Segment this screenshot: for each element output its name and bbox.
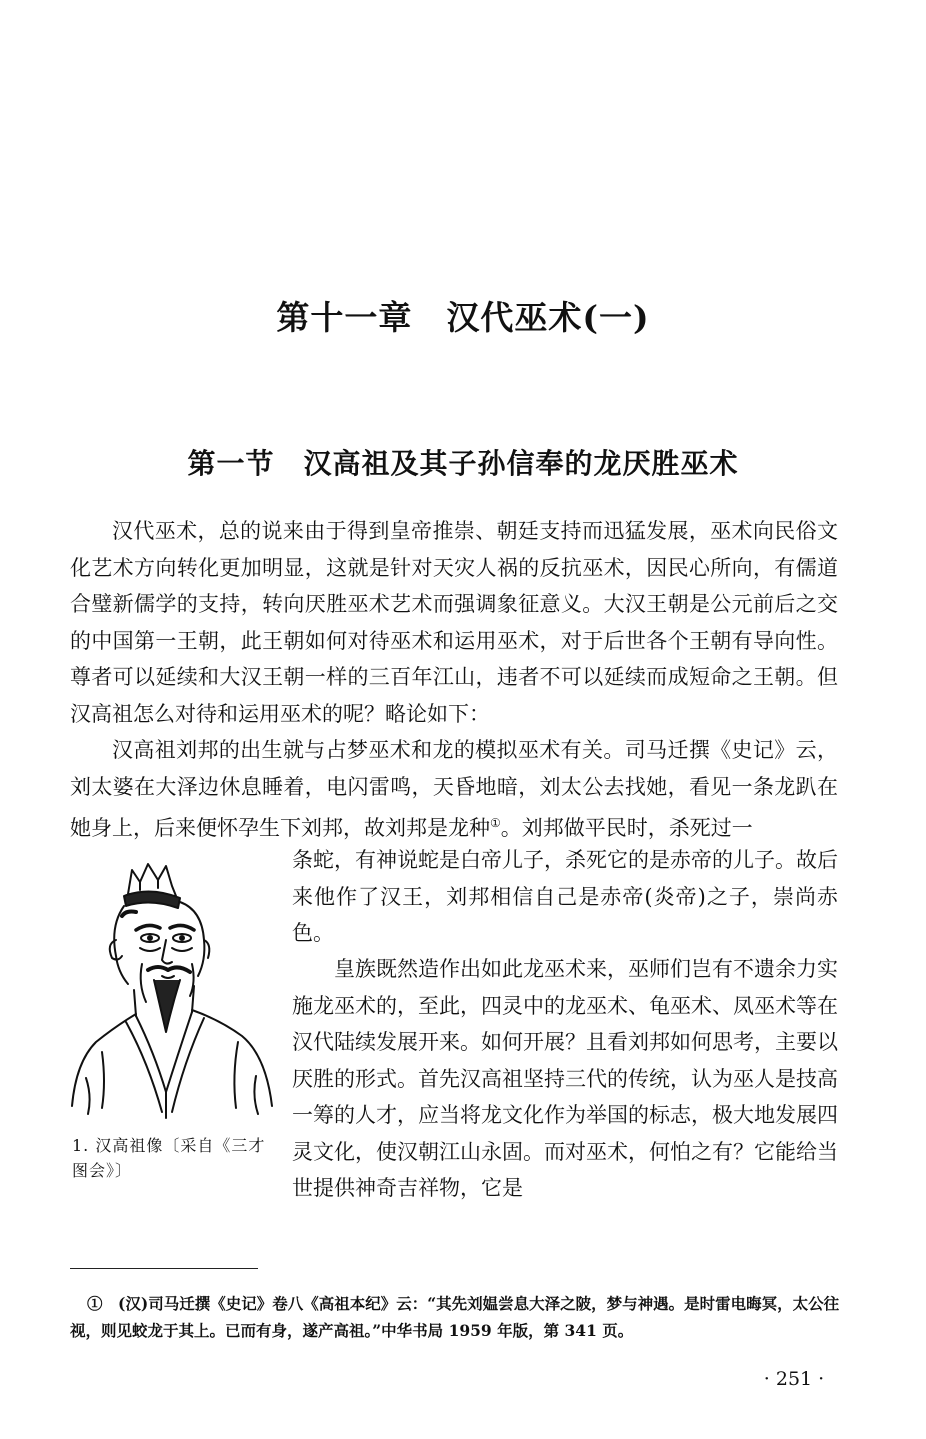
emperor-portrait-illustration — [66, 856, 278, 1124]
section-title: 第一节 汉高祖及其子孙信奉的龙厌胜巫术 — [187, 447, 739, 480]
paragraph-text: 汉高祖刘邦的出生就与占梦巫术和龙的模拟巫术有关。司马迁撰《史记》云，刘太婆在大泽边休息睡着，电闪雷鸣，天昏地暗，刘太公去找她，看见一条龙趴在她身上，后来便怀孕生下刘邦，故刘邦是龙种 — [70, 738, 838, 840]
footnote: ① (汉)司马迁撰《史记》卷八《高祖本纪》云：“其先刘媪尝息大泽之陂，梦与神遇。是时雷电晦冥，太公往视，则见蛟龙于其上。已而有身，遂产高祖。”中华书局 1959 年版，第 341 页。 — [70, 1294, 840, 1340]
paragraph-liu-bang-birth — [70, 732, 838, 847]
paragraph-text: 。刘邦做平民时，杀死过一 — [500, 816, 753, 840]
figure-caption: 1. 汉高祖像〔采自《三才图会》〕 — [72, 1136, 266, 1180]
paragraph-continuation: 条蛇，有神说蛇是白帝儿子，杀死它的是赤帝的儿子。故后来他作了汉王，刘邦相信自己是赤帝(炎帝)之子，崇尚赤色。 — [292, 848, 838, 945]
paragraph-dragon-witchcraft: 皇族既然造作出如此龙巫术来，巫师们岂有不遗余力实施龙巫术的，至此，四灵中的龙巫术、龟巫术、凤巫术等在汉代陆续发展开来。如何开展？且看刘邦如何思考，主要以厌胜的形式。首先汉高祖坚持三代的传统，认为巫人是技高一筹的人才，应当将龙文化作为举国的标志，极大地发展四灵文化，使汉朝江山永固。而对巫术，何怕之有？它能给当世提供神奇吉祥物，它是 — [292, 957, 838, 1200]
footnote-divider — [70, 1268, 258, 1269]
page-number: · 251 · — [763, 1368, 825, 1390]
paragraph-intro: 汉代巫术，总的说来由于得到皇帝推崇、朝廷支持而迅猛发展，巫术向民俗文化艺术方向转化更加明显，这就是针对天灾人祸的反抗巫术，因民心所向，有儒道合璧新儒学的支持，转向厌胜巫术艺术而强调象征意义。大汉王朝是公元前后之交的中国第一王朝，此王朝如何对待巫术和运用巫术，对于后世各个王朝有导向性。尊者可以延续和大汉王朝一样的三百年江山，违者不可以延续而成短命之王朝。但汉高祖怎么对待和运用巫术的呢？略论如下： — [70, 519, 838, 726]
footnote-reference: ① — [490, 816, 501, 830]
chapter-title: 第十一章 汉代巫术(一) — [276, 298, 650, 337]
